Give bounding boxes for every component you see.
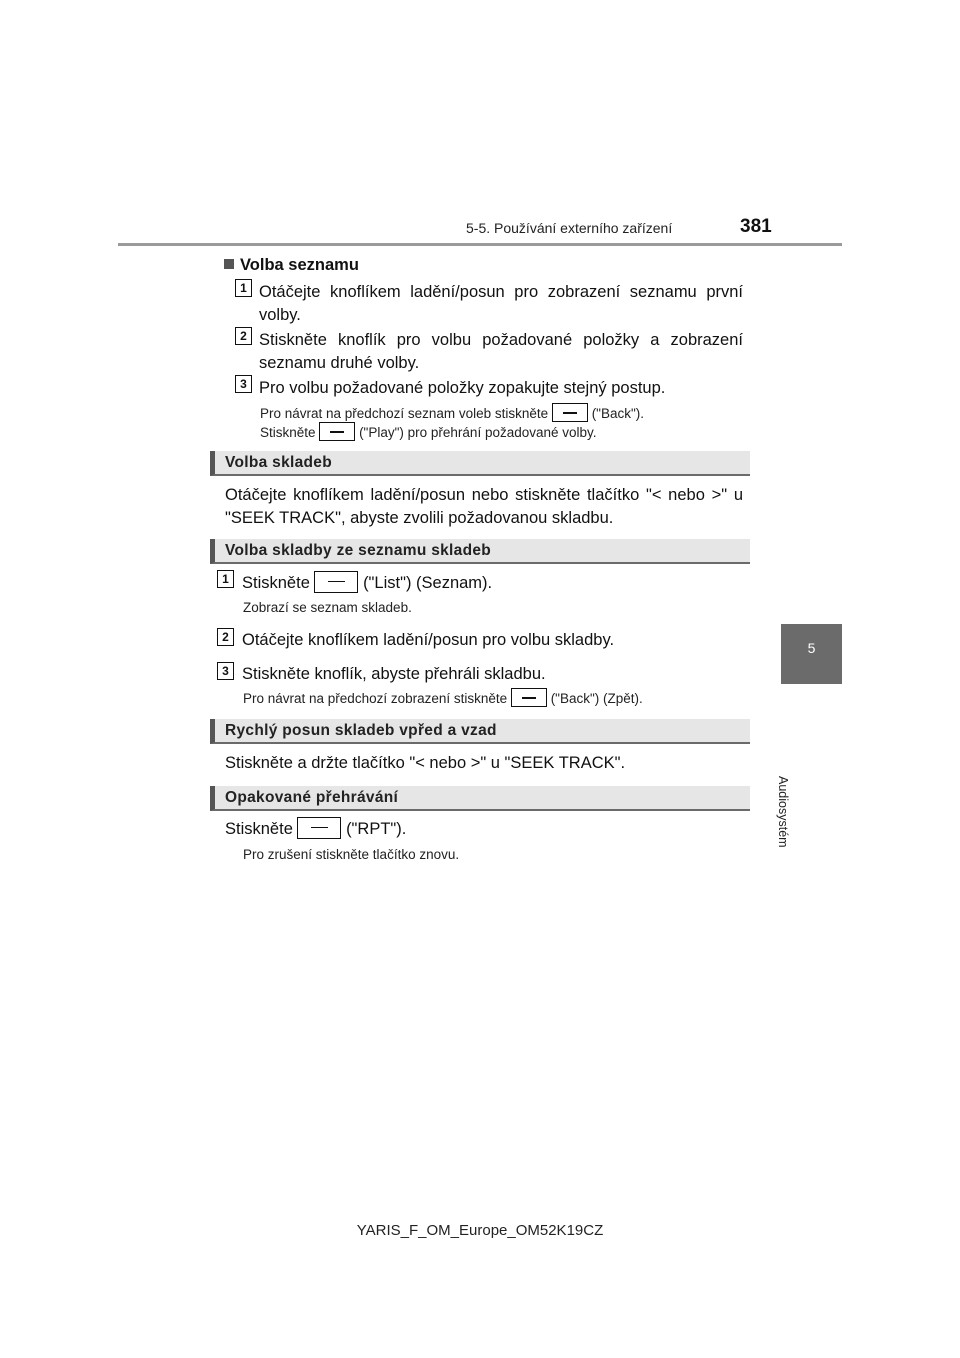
header-divider [118, 243, 842, 246]
note: Pro návrat na předchozí seznam voleb stiskněte ("Back"). Stiskněte ("Play") pro přehrání požadované volby. [260, 405, 750, 443]
section-bar-volba-skladby-ze-seznamu [210, 539, 750, 564]
chapter-label: Audiosystém [776, 776, 790, 848]
section-title: 5-5. Používání externího zařízení [466, 220, 673, 236]
rpt-button-icon [297, 817, 341, 839]
step-text: Stiskněte knoflík, abyste přehráli skladbu. [242, 665, 546, 683]
back-button-icon [552, 403, 588, 422]
section-bar-volba-skladeb [210, 451, 750, 476]
step-text: Otáčejte knoflíkem ladění/posun pro zobrazení seznamu první volby. [259, 283, 743, 324]
step-text: Otáčejte knoflíkem ladění/posun pro volbu skladby. [242, 631, 615, 649]
subsection-title: Volba seznamu [240, 256, 359, 274]
note: Pro zrušení stiskněte tlačítko znovu. [243, 847, 460, 862]
paragraph: Otáčejte knoflíkem ladění/posun nebo stiskněte tlačítko "< nebo >" u "SEEK TRACK", abyste zvolili požadovanou skladbu. [225, 486, 743, 527]
note: Zobrazí se seznam skladeb. [243, 600, 412, 615]
section-bar-title: Volba skladeb [225, 454, 332, 471]
chapter-number: 5 [807, 640, 816, 656]
step-text: Pro volbu požadované položky zopakujte stejný postup. [259, 379, 666, 397]
list-button-icon [314, 571, 358, 593]
step-number-3: 3 [217, 662, 234, 680]
chapter-label-container [776, 690, 806, 848]
page-number: 381 [740, 216, 772, 237]
step-number-1: 1 [235, 279, 252, 297]
note: Pro návrat na předchozí zobrazení stiskněte ("Back") (Zpět). [243, 690, 743, 709]
step-number-2: 2 [235, 327, 252, 345]
play-button-icon [319, 422, 355, 441]
back-button-icon [511, 688, 547, 707]
step-number-1: 1 [217, 570, 234, 588]
paragraph: Stiskněte ("RPT"). [225, 818, 743, 841]
step-number-3: 3 [235, 375, 252, 393]
paragraph: Stiskněte a držte tlačítko "< nebo >" u "SEEK TRACK". [225, 754, 626, 772]
document-code: YARIS_F_OM_Europe_OM52K19CZ [356, 1222, 604, 1239]
step-text: Stiskněte ("List") (Seznam). [242, 572, 742, 595]
section-bar-rychly-posun [210, 719, 750, 744]
section-bar-title: Rychlý posun skladeb vpřed a vzad [225, 722, 497, 739]
section-bar-title: Volba skladby ze seznamu skladeb [225, 542, 492, 559]
square-bullet-icon [224, 259, 234, 269]
step-text: Stiskněte knoflík pro volbu požadované položky a zobrazení seznamu druhé volby. [259, 331, 743, 372]
section-bar-title: Opakované přehrávání [225, 789, 399, 806]
step-number-2: 2 [217, 628, 234, 646]
section-bar-opakovane [210, 786, 750, 811]
subsection-heading [224, 254, 359, 277]
